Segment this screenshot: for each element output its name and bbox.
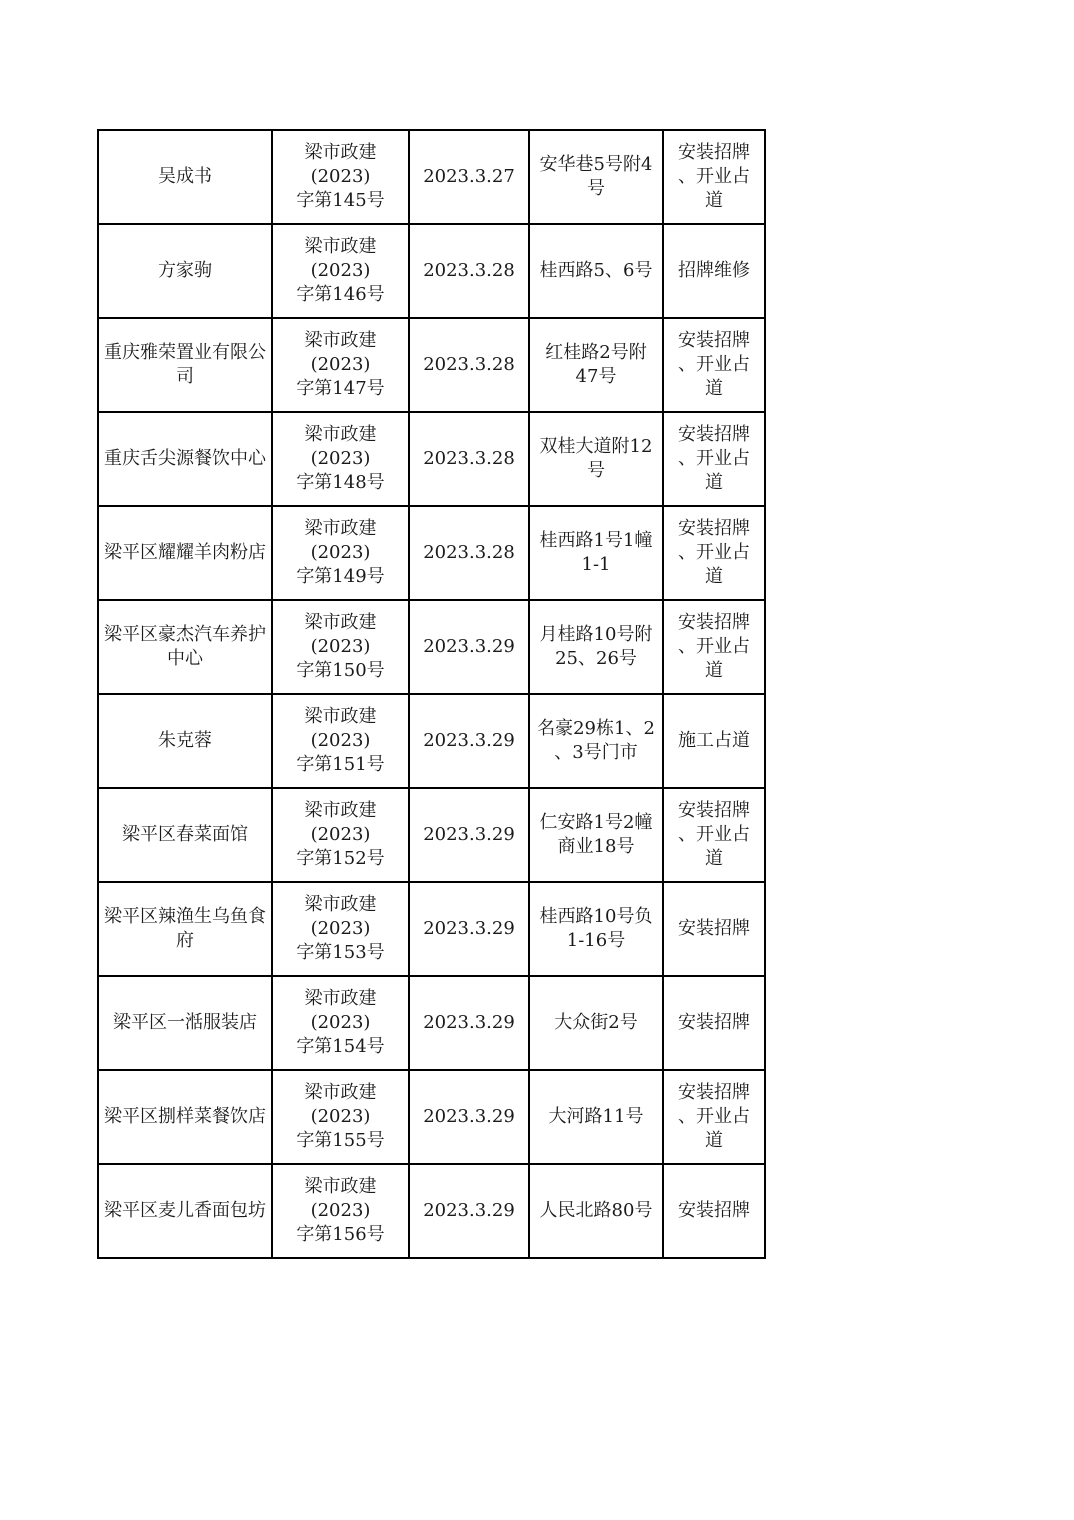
permit-type-cell: [663, 600, 765, 694]
applicant-name: 梁平区豪杰汽车养护中心: [104, 624, 266, 669]
address-line: 桂西路1号1幢: [539, 530, 653, 551]
document-number-line: (2023): [310, 636, 371, 657]
permit-type-line: 安装招牌: [678, 800, 750, 821]
permit-type-line: 道: [705, 1130, 723, 1151]
permit-type-cell: [663, 130, 765, 224]
document-number-line: 梁市政建: [304, 518, 377, 539]
issue-date: 2023.3.28: [423, 260, 515, 281]
document-number-line: 梁市政建: [304, 330, 377, 351]
permit-type-line: 道: [705, 660, 723, 681]
date-cell: [409, 882, 529, 976]
address-line: 47号: [575, 366, 617, 387]
applicant-cell: [98, 318, 272, 412]
permit-type-line: 安装招牌: [678, 1012, 750, 1033]
applicant-name: 梁平区春菜面馆: [122, 824, 248, 845]
issue-date: 2023.3.29: [423, 1106, 515, 1127]
address-cell: [529, 1164, 663, 1258]
permit-type-line: 安装招牌: [678, 918, 750, 939]
permit-type-line: 道: [705, 472, 723, 493]
applicant-cell: [98, 882, 272, 976]
date-cell: [409, 412, 529, 506]
permit-type-line: 、开业占: [678, 824, 750, 845]
applicant-name: 方家驹: [158, 260, 212, 281]
table-row: [98, 318, 765, 412]
address-line: 1-1: [581, 554, 611, 575]
issue-date: 2023.3.29: [423, 636, 515, 657]
applicant-name: 梁平区耀耀羊肉粉店: [104, 542, 266, 563]
applicant-cell: [98, 976, 272, 1070]
address-line: 双桂大道附12: [539, 436, 653, 457]
address-line: 仁安路1号2幢: [539, 812, 653, 833]
issue-date: 2023.3.29: [423, 824, 515, 845]
document-number-line: 字第152号: [296, 848, 385, 869]
document-number-cell: [272, 318, 409, 412]
address-line: 桂西路10号负: [539, 906, 653, 927]
document-number-line: 字第147号: [296, 378, 385, 399]
address-line: 人民北路80号: [539, 1200, 653, 1221]
document-number-line: (2023): [310, 1106, 371, 1127]
address-cell: [529, 976, 663, 1070]
document-number-cell: [272, 1164, 409, 1258]
permit-type-cell: [663, 882, 765, 976]
applicant-cell: [98, 694, 272, 788]
date-cell: [409, 318, 529, 412]
applicant-name: 吴成书: [158, 166, 212, 187]
issue-date: 2023.3.28: [423, 448, 515, 469]
document-number-line: 梁市政建: [304, 1176, 377, 1197]
date-cell: [409, 1070, 529, 1164]
address-line: 安华巷5号附4: [539, 154, 653, 175]
date-cell: [409, 506, 529, 600]
document-number-line: (2023): [310, 1012, 371, 1033]
applicant-cell: [98, 224, 272, 318]
document-number-line: 梁市政建: [304, 988, 377, 1009]
date-cell: [409, 224, 529, 318]
document-number-line: (2023): [310, 824, 371, 845]
document-number-line: 梁市政建: [304, 800, 377, 821]
permit-type-line: 安装招牌: [678, 142, 750, 163]
applicant-cell: [98, 506, 272, 600]
table-row: [98, 882, 765, 976]
permit-type-line: 施工占道: [678, 730, 750, 751]
document-number-cell: [272, 976, 409, 1070]
address-line: 、3号门市: [554, 742, 638, 763]
table-row: [98, 1164, 765, 1258]
address-line: 名豪29栋1、2: [537, 718, 655, 739]
address-line: 1-16号: [566, 930, 626, 951]
document-number-line: (2023): [310, 354, 371, 375]
applicant-name: 重庆雅荣置业有限公司: [104, 342, 266, 387]
issue-date: 2023.3.28: [423, 354, 515, 375]
document-number-line: 字第154号: [296, 1036, 385, 1057]
document-number-line: (2023): [310, 918, 371, 939]
issue-date: 2023.3.29: [423, 1200, 515, 1221]
permit-type-cell: [663, 224, 765, 318]
applicant-cell: [98, 600, 272, 694]
permit-type-line: 安装招牌: [678, 1082, 750, 1103]
issue-date: 2023.3.29: [423, 1012, 515, 1033]
date-cell: [409, 976, 529, 1070]
permit-type-line: 道: [705, 378, 723, 399]
permit-type-line: 、开业占: [678, 542, 750, 563]
document-number-line: 字第148号: [296, 472, 385, 493]
document-number-line: 字第155号: [296, 1130, 385, 1151]
applicant-cell: [98, 1070, 272, 1164]
issue-date: 2023.3.29: [423, 730, 515, 751]
document-number-line: (2023): [310, 260, 371, 281]
table-row: [98, 506, 765, 600]
permit-table: [97, 129, 766, 1259]
address-line: 号: [587, 178, 605, 199]
document-number-cell: [272, 600, 409, 694]
address-cell: [529, 318, 663, 412]
permit-table-body: [98, 130, 765, 1258]
document-number-line: 梁市政建: [304, 236, 377, 257]
permit-type-line: 、开业占: [678, 166, 750, 187]
permit-type-cell: [663, 694, 765, 788]
table-row: [98, 694, 765, 788]
document-number-line: 梁市政建: [304, 706, 377, 727]
permit-type-cell: [663, 318, 765, 412]
address-cell: [529, 1070, 663, 1164]
document-number-cell: [272, 412, 409, 506]
permit-type-line: 安装招牌: [678, 518, 750, 539]
document-number-line: 梁市政建: [304, 612, 377, 633]
applicant-name: 梁平区一湉服装店: [113, 1012, 257, 1033]
address-cell: [529, 130, 663, 224]
date-cell: [409, 788, 529, 882]
issue-date: 2023.3.28: [423, 542, 515, 563]
permit-type-line: 、开业占: [678, 354, 750, 375]
address-cell: [529, 600, 663, 694]
permit-type-line: 、开业占: [678, 448, 750, 469]
document-number-line: 梁市政建: [304, 142, 377, 163]
permit-type-cell: [663, 788, 765, 882]
permit-type-cell: [663, 1164, 765, 1258]
document-number-line: 字第145号: [296, 190, 385, 211]
permit-type-line: 安装招牌: [678, 330, 750, 351]
document-number-line: 字第149号: [296, 566, 385, 587]
permit-type-line: 道: [705, 566, 723, 587]
table-row: [98, 412, 765, 506]
applicant-name: 朱克蓉: [158, 730, 212, 751]
address-cell: [529, 882, 663, 976]
applicant-cell: [98, 1164, 272, 1258]
address-line: 月桂路10号附: [539, 624, 653, 645]
document-number-line: 字第156号: [296, 1224, 385, 1245]
issue-date: 2023.3.29: [423, 918, 515, 939]
date-cell: [409, 694, 529, 788]
applicant-name: 梁平区麦儿香面包坊: [104, 1200, 266, 1221]
date-cell: [409, 600, 529, 694]
table-row: [98, 1070, 765, 1164]
address-cell: [529, 694, 663, 788]
document-number-line: (2023): [310, 542, 371, 563]
address-line: 红桂路2号附: [545, 342, 647, 363]
table-row: [98, 788, 765, 882]
address-cell: [529, 412, 663, 506]
issue-date: 2023.3.27: [423, 166, 515, 187]
permit-type-cell: [663, 976, 765, 1070]
document-number-cell: [272, 506, 409, 600]
address-line: 大河路11号: [548, 1106, 644, 1127]
permit-type-line: 招牌维修: [678, 260, 750, 281]
address-line: 大众街2号: [554, 1012, 638, 1033]
permit-type-line: 、开业占: [678, 1106, 750, 1127]
address-line: 商业18号: [557, 836, 635, 857]
document-number-line: 梁市政建: [304, 1082, 377, 1103]
applicant-name: 梁平区辣渔生乌鱼食府: [104, 906, 266, 951]
document-number-cell: [272, 1070, 409, 1164]
document-number-cell: [272, 224, 409, 318]
applicant-cell: [98, 788, 272, 882]
permit-type-cell: [663, 412, 765, 506]
document-number-line: (2023): [310, 448, 371, 469]
address-cell: [529, 506, 663, 600]
address-cell: [529, 788, 663, 882]
document-number-line: 字第146号: [296, 284, 385, 305]
permit-type-cell: [663, 1070, 765, 1164]
address-cell: [529, 224, 663, 318]
address-line: 桂西路5、6号: [539, 260, 653, 281]
permit-type-line: 安装招牌: [678, 424, 750, 445]
permit-type-line: 、开业占: [678, 636, 750, 657]
permit-type-line: 道: [705, 848, 723, 869]
permit-type-cell: [663, 506, 765, 600]
document-number-line: 字第151号: [296, 754, 385, 775]
document-number-cell: [272, 694, 409, 788]
applicant-name: 梁平区捌样菜餐饮店: [104, 1106, 266, 1127]
document-number-cell: [272, 788, 409, 882]
permit-type-line: 安装招牌: [678, 1200, 750, 1221]
document-number-cell: [272, 882, 409, 976]
applicant-cell: [98, 130, 272, 224]
document-number-cell: [272, 130, 409, 224]
document-number-line: (2023): [310, 1200, 371, 1221]
document-number-line: (2023): [310, 730, 371, 751]
table-row: [98, 224, 765, 318]
document-number-line: 字第150号: [296, 660, 385, 681]
address-line: 25、26号: [555, 648, 637, 669]
date-cell: [409, 1164, 529, 1258]
permit-type-line: 道: [705, 190, 723, 211]
applicant-name: 重庆舌尖源餐饮中心: [104, 448, 266, 469]
permit-type-line: 安装招牌: [678, 612, 750, 633]
document-number-line: (2023): [310, 166, 371, 187]
document-number-line: 梁市政建: [304, 424, 377, 445]
address-line: 号: [587, 460, 605, 481]
table-row: [98, 600, 765, 694]
date-cell: [409, 130, 529, 224]
document-number-line: 字第153号: [296, 942, 385, 963]
document-number-line: 梁市政建: [304, 894, 377, 915]
table-row: [98, 130, 765, 224]
applicant-cell: [98, 412, 272, 506]
table-row: [98, 976, 765, 1070]
